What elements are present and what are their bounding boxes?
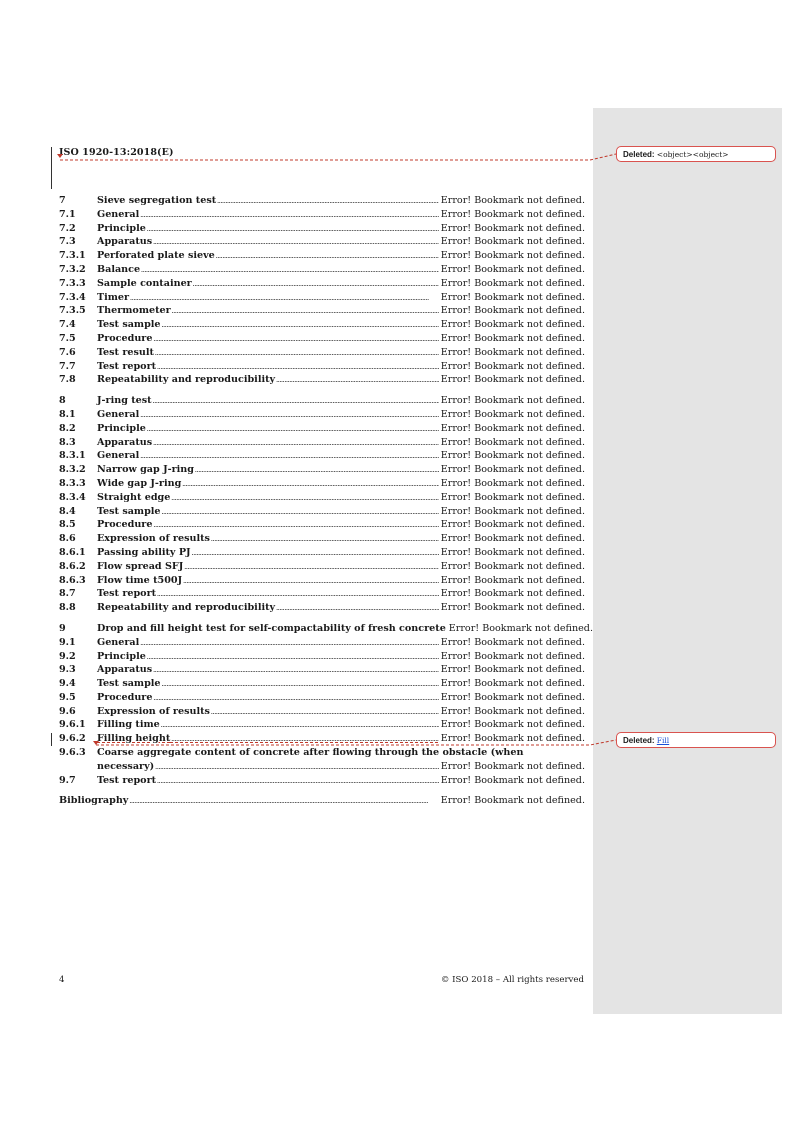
toc-entry-title: Procedure . . . [97,691,435,706]
toc-entry-title: necessary) . . . [97,760,435,775]
toc-entry-page-ref: Error! Bookmark not defined. [440,574,585,586]
document-header [59,147,174,158]
toc-entry-number: 9.6.1 [59,719,86,731]
toc-entry-title: Apparatus . . . [97,436,435,451]
toc-entry-title: Apparatus . . . [97,663,435,678]
insertion-caret [57,154,63,158]
change-bar [51,147,52,189]
toc-entry[interactable] [59,463,589,477]
toc-entry-number: 9.5 [59,691,76,703]
toc-entry-page-ref: Error! Bookmark not defined. [440,760,585,772]
toc-entry-number: 7.6 [59,346,76,358]
toc-entry-page-ref: Error! Bookmark not defined. [440,719,585,731]
toc-entry-title: Expression of results . . . [97,532,435,547]
deleted-comment-balloon[interactable] [616,732,776,748]
toc-entry-page-ref: Error! Bookmark not defined. [440,464,585,476]
toc-entry-number: 8.6 [59,533,76,545]
toc-entry[interactable] [59,546,589,560]
toc-entry-page-ref: Error! Bookmark not defined. [440,208,585,220]
toc-entry[interactable] [59,394,589,408]
section-gap [59,387,589,394]
toc-entry-page-ref: Error! Bookmark not defined. [440,277,585,289]
toc-entry-page-ref: Error! Bookmark not defined. [440,395,585,407]
toc-entry-page-ref: Error! Bookmark not defined. [440,422,585,434]
comment-value: <object><object> [656,150,729,159]
toc-entry-page-ref: Error! Bookmark not defined. [440,664,585,676]
toc-entry-title: Principle . . . [97,222,435,237]
toc-entry-title: Flow spread SFJ . . . [97,560,435,575]
toc-entry[interactable] [59,277,589,291]
toc-entry-number: 9.2 [59,650,76,662]
toc-entry-page-ref: Error! Bookmark not defined. [440,450,585,462]
toc-entry-title: Expression of results . . . [97,705,435,720]
toc-entry[interactable] [59,291,589,305]
toc-entry-number: 8.3 [59,436,76,448]
toc-entry[interactable] [59,622,593,636]
toc-entry[interactable] [59,346,589,360]
toc-entry-title: Sieve segregation test . . . [97,194,435,209]
toc-entry-page-ref: Error! Bookmark not defined. [440,505,585,517]
comment-label: Deleted: [623,736,655,745]
toc-entry-title: Coarse aggregate content of concrete after flowing through the obstacle (when [97,747,524,759]
toc-entry-title: Filling height . . . [97,732,435,747]
toc-entry[interactable] [59,422,589,436]
toc-entry-number: 7.7 [59,360,76,372]
toc-entry[interactable] [59,332,589,346]
toc-entry-number: 8.7 [59,588,76,600]
toc-entry-number: 8.4 [59,505,76,517]
toc-entry-title: Passing ability PJ . . . [97,546,435,561]
toc-entry-title: Balance . . . [97,263,435,278]
toc-entry-title: Test report . . . [97,774,435,789]
toc-entry-number: 9.7 [59,774,76,786]
toc-entry-title: Apparatus . . . [97,235,435,250]
toc-entry-number: 8.6.3 [59,574,86,586]
toc-entry-number: 9 [59,622,66,634]
comment-value: Fill [656,736,670,745]
toc-entry-title: Perforated plate sieve . . . [97,249,435,264]
toc-entry[interactable] [59,663,589,677]
toc-entry-page-ref: Error! Bookmark not defined. [440,222,585,234]
toc-entry[interactable] [59,574,589,588]
toc-entry-page-ref: Error! Bookmark not defined. [448,622,593,634]
toc-entry-number: 8.1 [59,408,76,420]
toc-entry-title: Procedure . . . [97,332,435,347]
section-gap [59,615,589,622]
toc-entry[interactable] [59,318,589,332]
toc-entry-number: 7.3.5 [59,305,86,317]
toc-entry-page-ref: Error! Bookmark not defined. [440,263,585,275]
toc-entry-page-ref: Error! Bookmark not defined. [440,477,585,489]
toc-entry-number: 9.1 [59,636,76,648]
toc-entry[interactable] [59,477,589,491]
toc-entry-title: Filling time . . . [97,718,435,733]
toc-entry[interactable] [59,491,589,505]
toc-entry-title: Test sample . . . [97,677,435,692]
toc-entry-title: General . . . [97,636,435,651]
toc-entry-number: 8.3.2 [59,464,86,476]
toc-entry[interactable] [59,587,589,601]
toc-entry-number: 7.5 [59,332,76,344]
toc-entry-number: 7.4 [59,319,76,331]
toc-entry-title: Test report . . . [97,587,435,602]
toc-entry[interactable] [59,636,589,650]
toc-entry-title: Test result . . . [97,346,435,361]
toc-entry-page-ref: Error! Bookmark not defined. [440,408,585,420]
toc-entry-page-ref: Error! Bookmark not defined. [440,560,585,572]
toc-entry-title: Repeatability and reproducibility . . . [97,601,435,616]
toc-entry[interactable] [59,373,589,387]
insertion-caret [93,741,99,745]
toc-entry-number: 7.3.1 [59,250,86,262]
copyright-notice: © ISO 2018 – All rights reserved [440,975,584,985]
table-of-contents [59,194,593,808]
toc-entry-page-ref: Error! Bookmark not defined. [440,636,585,648]
toc-entry-number: 8.8 [59,602,76,614]
toc-entry-page-ref: Error! Bookmark not defined. [440,588,585,600]
toc-entry[interactable] [59,691,589,705]
toc-entry-title: Drop and fill height test for self-compactability of fresh concrete [97,622,446,634]
toc-entry-title: General . . . [97,208,435,223]
toc-entry-page-ref: Error! Bookmark not defined. [440,305,585,317]
toc-entry-number: 7.1 [59,208,76,220]
toc-entry[interactable] [59,304,589,318]
toc-entry-page-ref: Error! Bookmark not defined. [440,491,585,503]
toc-entry[interactable] [59,560,589,574]
toc-entry[interactable] [59,235,589,249]
toc-entry-page-ref: Error! Bookmark not defined. [440,360,585,372]
toc-entry[interactable] [59,794,589,808]
toc-entry-page-ref: Error! Bookmark not defined. [440,533,585,545]
toc-entry-number: 9.6 [59,705,76,717]
toc-entry[interactable] [59,505,589,519]
toc-entry-number: 7.3.3 [59,277,86,289]
toc-entry-number: 8.3.1 [59,450,86,462]
toc-entry[interactable] [59,194,589,208]
toc-entry[interactable] [59,774,589,788]
toc-entry[interactable] [59,408,589,422]
toc-entry[interactable] [59,532,589,546]
toc-entry-page-ref: Error! Bookmark not defined. [440,436,585,448]
toc-entry-title: Straight edge . . . [97,491,435,506]
toc-entry-title: Sample container . . . [97,277,435,292]
toc-entry-number: 8.5 [59,519,76,531]
comment-label: Deleted: [623,150,655,159]
toc-entry-number: 7.8 [59,374,76,386]
toc-entry-page-ref: Error! Bookmark not defined. [440,678,585,690]
deleted-comment-balloon[interactable] [616,146,776,162]
toc-entry-page-ref: Error! Bookmark not defined. [440,236,585,248]
toc-entry-page-ref: Error! Bookmark not defined. [440,332,585,344]
toc-entry-page-ref: Error! Bookmark not defined. [440,705,585,717]
toc-entry-number: 8.3.3 [59,477,86,489]
toc-entry[interactable] [59,650,589,664]
toc-entry-title: Flow time t500J . . . [97,574,435,589]
toc-entry-page-ref: Error! Bookmark not defined. [440,250,585,262]
toc-entry-page-ref: Error! Bookmark not defined. [440,319,585,331]
toc-entry-number: 9.4 [59,678,76,690]
toc-entry-title: Narrow gap J-ring . . . [97,463,435,478]
toc-entry-title: Wide gap J-ring . . . [97,477,435,492]
toc-entry[interactable] [59,732,589,746]
toc-entry-number: 7.3 [59,236,76,248]
toc-entry-title: Test report . . . [97,360,435,375]
toc-entry-page-ref: Error! Bookmark not defined. [440,374,585,386]
toc-entry-number: 7.3.2 [59,263,86,275]
toc-entry[interactable] [59,249,589,263]
toc-entry-title: Principle . . . [97,650,435,665]
toc-entry-page-ref: Error! Bookmark not defined. [440,519,585,531]
toc-entry[interactable] [59,222,589,236]
toc-entry-page-ref: Error! Bookmark not defined. [440,733,585,745]
toc-entry[interactable] [59,677,589,691]
toc-entry-title: J-ring test . . . [97,394,435,409]
toc-entry-page-ref: Error! Bookmark not defined. [440,195,585,206]
toc-entry-number: 8 [59,395,66,407]
toc-entry-number: 9.6.3 [59,747,86,759]
toc-entry-page-ref: Error! Bookmark not defined. [440,774,585,786]
toc-entry-number: 8.2 [59,422,76,434]
toc-entry-title: Timer . . . [97,291,435,306]
toc-entry-number: 8.3.4 [59,491,86,503]
toc-entry-title: Principle . . . [97,422,435,437]
toc-entry[interactable] [59,705,589,719]
change-bar [51,733,52,746]
toc-entry[interactable] [59,746,589,760]
toc-entry-page-ref: Error! Bookmark not defined. [440,691,585,703]
toc-entry-page-ref: Error! Bookmark not defined. [440,650,585,662]
toc-entry-title: Test sample . . . [97,318,435,333]
toc-entry-title: Procedure . . . [97,518,435,533]
toc-entry-page-ref: Error! Bookmark not defined. [440,291,585,303]
toc-entry[interactable] [59,208,589,222]
toc-entry-page-ref: Error! Bookmark not defined. [440,795,585,807]
toc-entry-number: 9.3 [59,664,76,676]
toc-entry[interactable] [59,436,589,450]
toc-entry-number: 7 [59,195,66,206]
toc-entry-title: Thermometer . . . [97,304,435,319]
toc-entry-page-ref: Error! Bookmark not defined. [440,346,585,358]
toc-entry-number: 9.6.2 [59,733,86,745]
toc-entry-page-ref: Error! Bookmark not defined. [440,546,585,558]
toc-entry-number: 8.6.2 [59,560,86,572]
toc-entry[interactable] [59,601,589,615]
toc-entry[interactable] [59,518,589,532]
toc-entry[interactable] [59,718,589,732]
toc-entry-number: 7.2 [59,222,76,234]
toc-entry-number: 8.6.1 [59,546,86,558]
toc-entry-title: Test sample . . . [97,505,435,520]
toc-entry[interactable] [59,760,589,774]
toc-entry-title: General . . . [97,408,435,423]
toc-entry-title: Bibliography . . . [59,794,435,809]
document-id: ISO 1920-13:2018(E) [59,147,174,158]
toc-entry[interactable] [59,360,589,374]
comment-margin-panel [593,108,782,1014]
section-gap [59,787,589,794]
toc-entry-title: Repeatability and reproducibility . . . [97,373,435,388]
toc-entry-page-ref: Error! Bookmark not defined. [440,602,585,614]
toc-entry[interactable] [59,263,589,277]
toc-entry-number: 7.3.4 [59,291,86,303]
page-number: 4 [59,975,65,985]
toc-entry-title: General . . . [97,449,435,464]
toc-entry[interactable] [59,449,589,463]
